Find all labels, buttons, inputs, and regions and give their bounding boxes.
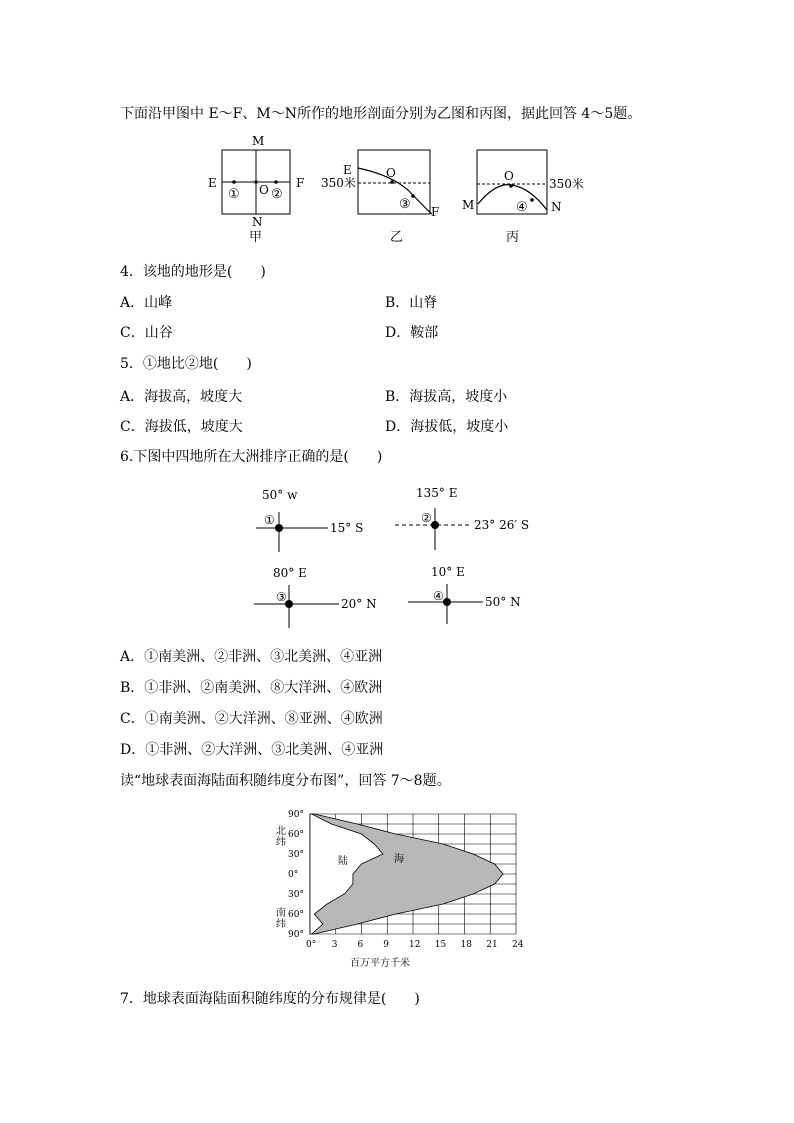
x-tick-label: 12 — [409, 940, 421, 950]
jia-caption: 甲 — [249, 230, 263, 245]
coord-2-lat: 23° 26′ S — [474, 518, 530, 532]
intro-text: 下面沿甲图中 E～F、M～N所作的地形剖面分别为乙图和丙图，据此回答 4～5题。 — [120, 106, 642, 122]
x-tick-label: 24 — [512, 940, 524, 950]
jia-o-label: O — [259, 183, 269, 197]
coord-4-mark: ④ — [433, 589, 444, 603]
y-tick-label: 90° — [288, 810, 304, 820]
x-tick-label: 6 — [357, 940, 364, 950]
north-label-1: 北 — [276, 826, 286, 837]
q5-stem: 5．①地比②地( ) — [120, 356, 252, 372]
jia-point2: ② — [271, 187, 283, 202]
y-tick-label: 60° — [288, 830, 304, 840]
yi-point3: ③ — [399, 197, 411, 212]
bing-caption: 丙 — [506, 230, 520, 245]
x-tick-label: 21 — [486, 940, 498, 950]
q6-option-c: C．①南美洲、②大洋洲、⑧亚洲、④欧洲 — [120, 711, 383, 727]
q5-option-a: A．海拔高，坡度大 — [120, 389, 243, 405]
profile-bing — [462, 150, 584, 245]
coord-3-lon: 80° E — [273, 566, 307, 580]
yi-caption: 乙 — [390, 230, 404, 245]
y-tick-label: 90° — [288, 930, 304, 940]
coord-3 — [254, 566, 377, 628]
coord-3-lat: 20° N — [341, 597, 377, 611]
coord-1-lon: 50° w — [262, 488, 298, 502]
coord-4 — [408, 565, 521, 624]
q5-option-d: D．海拔低，坡度小 — [385, 419, 509, 435]
yi-o-label: O — [386, 166, 396, 180]
land-sea-area-chart — [270, 804, 530, 970]
x-tick-label: 9 — [383, 940, 389, 950]
north-label-2: 纬 — [276, 837, 286, 848]
coord-1 — [256, 488, 363, 552]
bing-o-label: O — [504, 169, 514, 183]
q4-option-a: A．山峰 — [120, 295, 173, 311]
coord-4-lat: 50° N — [485, 595, 521, 609]
profile-yi — [321, 150, 439, 245]
coord-1-mark: ① — [264, 513, 275, 527]
land-label: 陆 — [338, 856, 348, 867]
map-jia — [208, 134, 304, 245]
bing-m-label: M — [462, 198, 475, 212]
terrain-profile-figure — [200, 130, 600, 248]
q4-stem: 4．该地的地形是( ) — [120, 264, 266, 280]
read-78-text: 读“地球表面海陆面积随纬度分布图”，回答 7～8题。 — [120, 773, 451, 789]
south-label-2: 纬 — [276, 919, 286, 930]
q7-stem: 7．地球表面海陆面积随纬度的分布规律是( ) — [120, 991, 420, 1007]
coord-4-lon: 10° E — [431, 565, 465, 579]
x-tick-label: 18 — [460, 940, 472, 950]
q6-option-b: B．①非洲、②南美洲、⑧大洋洲、④欧洲 — [120, 680, 383, 696]
jia-f-label: F — [296, 176, 305, 190]
yi-f-label: F — [431, 205, 440, 219]
y-tick-label: 30° — [288, 850, 304, 860]
coord-1-lat: 15° S — [330, 521, 364, 535]
bing-point4: ④ — [516, 200, 528, 215]
q5-option-c: C．海拔低，坡度大 — [120, 419, 243, 435]
coord-2-lon: 135° E — [416, 486, 458, 500]
coord-2 — [395, 486, 529, 550]
x-tick-label: 3 — [331, 940, 338, 950]
x-tick-label: 0° — [306, 940, 317, 950]
q6-stem: 6.下图中四地所在大洲排序正确的是( ) — [120, 449, 383, 465]
jia-e-label: E — [208, 176, 217, 190]
jia-m-label: M — [252, 134, 265, 148]
jia-n-label: N — [252, 215, 263, 229]
bing-n-label: N — [551, 200, 562, 214]
q4-option-d: D．鞍部 — [385, 325, 439, 341]
south-label-1: 南 — [276, 908, 286, 919]
y-tick-label: 0° — [288, 870, 299, 880]
y-tick-label: 30° — [288, 890, 304, 900]
coordinate-figure — [240, 480, 550, 630]
coord-3-mark: ③ — [276, 590, 287, 604]
x-axis-label: 百万平方千米 — [350, 958, 410, 969]
yi-e-label: E — [343, 163, 352, 177]
bing-h-label: 350米 — [549, 177, 584, 191]
jia-point1: ① — [228, 187, 240, 202]
coord-2-mark: ② — [421, 511, 432, 525]
q5-option-b: B．海拔高，坡度小 — [385, 389, 508, 405]
q6-option-d: D．①非洲、②大洋洲、③北美洲、④亚洲 — [120, 742, 384, 758]
sea-label: 海 — [394, 854, 404, 865]
q4-option-b: B．山脊 — [385, 295, 438, 311]
y-tick-label: 60° — [288, 910, 304, 920]
q6-option-a: A．①南美洲、②非洲、③北美洲、④亚洲 — [120, 649, 383, 665]
x-tick-label: 15 — [434, 940, 447, 950]
yi-h-label: 350米 — [321, 176, 356, 190]
q4-option-c: C．山谷 — [120, 325, 173, 341]
